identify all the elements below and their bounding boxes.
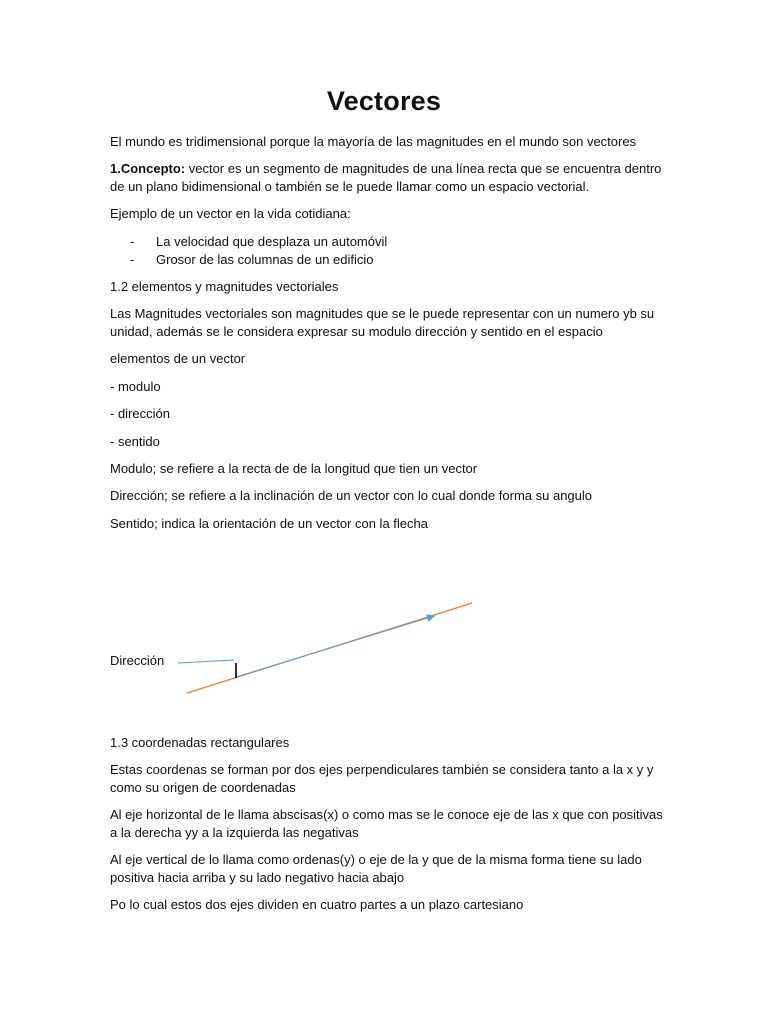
intro-paragraph: El mundo es tridimensional porque la mayoría de las magnitudes en el mundo son vectores (110, 134, 637, 149)
diagram-label-direccion: Dirección (110, 653, 165, 668)
magnitudes-line-2: unidad, además se le considera expresar su modulo dirección y sentido en el espacio (110, 324, 603, 339)
definition-direccion: Dirección; se refiere a la inclinación de un vector con lo cual donde forma su angulo (110, 488, 592, 503)
list-item-text: La velocidad que desplaza un automóvil (156, 234, 388, 249)
coords-paragraph-3 (110, 851, 670, 887)
element-item-sentido: - sentido (110, 434, 160, 449)
section-heading-1-2: 1.2 elementos y magnitudes vectoriales (110, 279, 339, 294)
bullet-dash: - (130, 234, 135, 249)
section-heading-1-3: 1.3 coordenadas rectangulares (110, 735, 290, 750)
coords-p2-line-1: Al eje horizontal de le llama abscisas(x) o como mas se le conoce eje de las x que con positivas (110, 807, 663, 822)
list-item (130, 251, 374, 269)
coords-p1-line-2: como su origen de coordenadas (110, 780, 296, 795)
callout-line (178, 660, 234, 663)
definition-modulo: Modulo; se refiere a la recta de de la longitud que tien un vector (110, 461, 478, 476)
concept-label: 1.Concepto: (110, 161, 186, 176)
coords-p2-line-2: a la derecha yy a la izquierda las negativas (110, 825, 359, 840)
direction-line (187, 603, 472, 693)
concept-line-1 (110, 160, 670, 178)
magnitudes-line-1: Las Magnitudes vectoriales son magnitudes que se le puede representar con un numero yb su (110, 306, 655, 321)
list-item-text: Grosor de las columnas de un edificio (156, 252, 374, 267)
coords-p3-line-2: positiva hacia arriba y su lado negativo hacia abajo (110, 870, 405, 885)
concept-text-1: vector es un segmento de magnitudes de una línea recta que se encuentra dentro (185, 161, 662, 176)
page-title: Vectores (326, 86, 442, 116)
elements-heading: elementos de un vector (110, 351, 246, 366)
example-heading: Ejemplo de un vector en la vida cotidiana: (110, 206, 351, 221)
coords-p1-line-1: Estas coordenas se forman por dos ejes perpendiculares también se considera tanto a la x y y (110, 762, 654, 777)
magnitudes-paragraph (110, 305, 670, 341)
bullet-dash: - (130, 252, 135, 267)
concept-line-2: de un plano bidimensional o también se le puede llamar como un espacio vectorial. (110, 179, 590, 194)
list-item (130, 233, 387, 251)
vector-arrow (236, 616, 434, 677)
element-item-modulo: - modulo (110, 379, 161, 394)
coords-paragraph-2 (110, 806, 670, 842)
concept-paragraph (110, 160, 670, 196)
element-item-direccion: - dirección (110, 406, 170, 421)
definition-sentido: Sentido; indica la orientación de un vector con la flecha (110, 516, 428, 531)
coords-p3-line-1: Al eje vertical de lo llama como ordenas(y) o eje de la y que de la misma forma tiene su lado (110, 852, 642, 867)
coords-paragraph-1 (110, 761, 670, 797)
coords-paragraph-4: Po lo cual estos dos ejes dividen en cuatro partes a un plazo cartesiano (110, 897, 524, 912)
